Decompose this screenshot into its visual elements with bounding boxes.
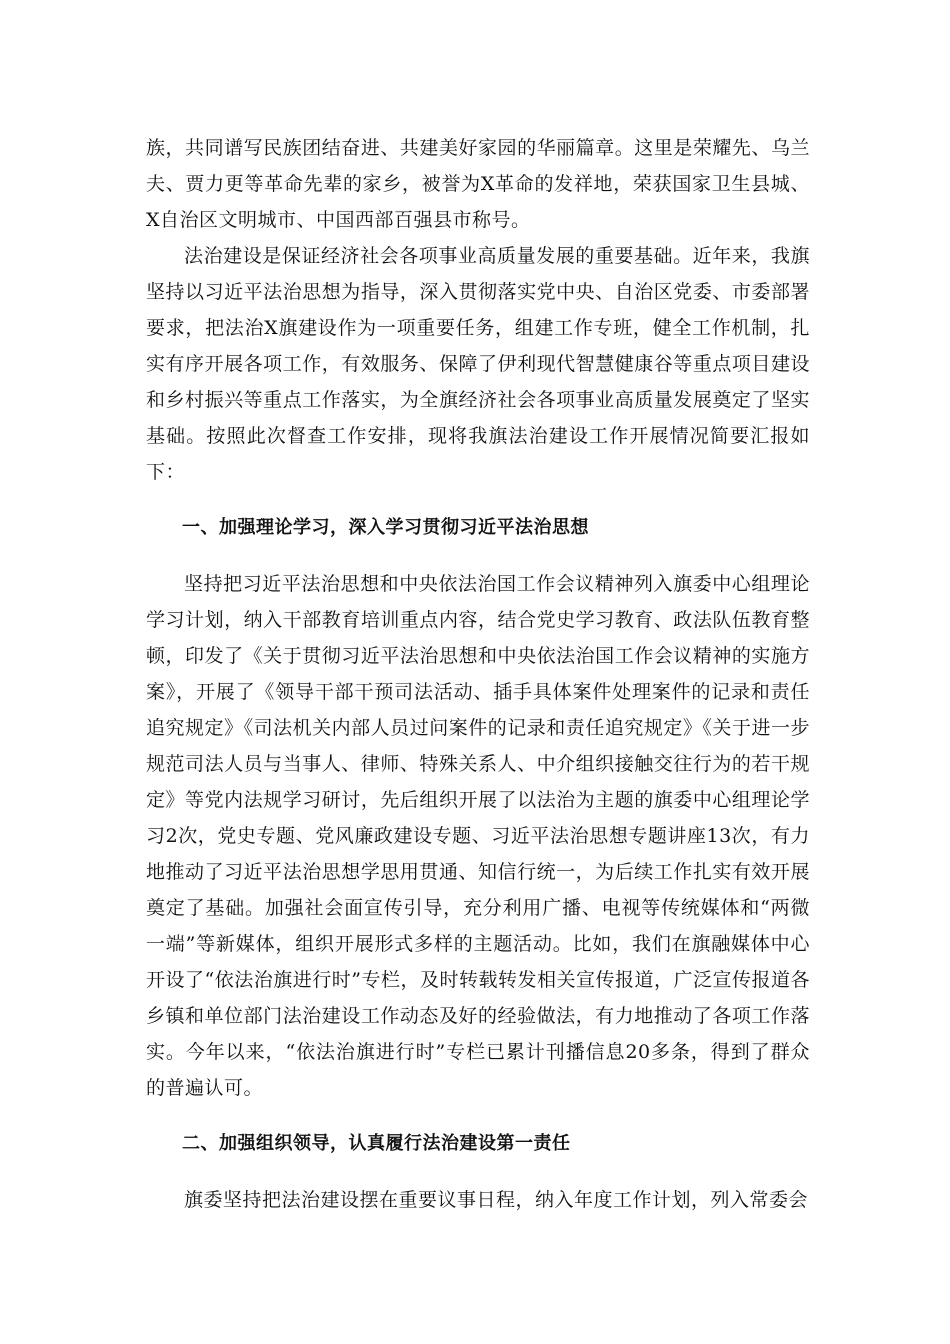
document-body [146, 130, 810, 1218]
spacer [146, 490, 810, 510]
section-heading-2: 二、加强组织领导，认真履行法治建设第一责任 [182, 1133, 571, 1154]
paragraph-section-1: 坚持把习近平法治思想和中央依法治国工作会议精神列入旗委中心组理论学习计划，纳入干部教育培训重点内容，结合党史学习教育、政法队伍教育整顿，印发了《关于贯彻习近平法治思想和中央依法治国工作会议精神的实施方案》，开展了《领导干部干预司法活动、插手具体案件处理案件的记录和责任追究规定》《司法机关内部人员过问案件的记录和责任追究规定》《关于进一步规范司法人员与当事人、律师、特殊关系人、中介组织接触交往行为的若干规定》等党内法规学习研讨，先后组织开展了以法治为主题的旗委中心组理论学习2次，党史专题、党风廉政建设专题、习近平法治思想专题讲座13次，有力地推动了习近平法治思想学思用贯通、知信行统一，为后续工作扎实有效开展奠定了基础。加强社会面宣传引导，充分利用广播、电视等传统媒体和“两微一端”等新媒体，组织开展形式多样的主题活动。比如，我们在旗融媒体中心开设了“依法治旗进行时”专栏，及时转载转发相关宣传报道，广泛宣传报道各乡镇和单位部门法治建设工作动态及好的经验做法，有力地推动了各项工作落实。今年以来，“依法治旗进行时”专栏已累计刊播信息20多条，得到了群众的普遍认可。 [146, 573, 810, 1099]
spacer [146, 1106, 810, 1126]
section-heading-1: 一、加强理论学习，深入学习贯彻习近平法治思想 [182, 517, 589, 538]
spacer [146, 546, 810, 566]
paragraph-intro: 法治建设是保证经济社会各项事业高质量发展的重要基础。近年来，我旗坚持以习近平法治思想为指导，深入贯彻落实党中央、自治区党委、市委部署要求，把法治X旗建设作为一项重要任务，组建工作专班，健全工作机制，扎实有序开展各项工作，有效服务、保障了伊利现代智慧健康谷等重点项目建设和乡村振兴等重点工作落实，为全旗经济社会各项事业高质量发展奠定了坚实基础。按照此次督查工作安排，现将我旗法治建设工作开展情况简要汇报如下： [146, 245, 810, 483]
spacer [146, 1162, 810, 1182]
paragraph-section-2: 旗委坚持把法治建设摆在重要议事日程，纳入年度工作计划，列入常委会 [184, 1189, 809, 1211]
paragraph-continuation: 族，共同谱写民族团结奋进、共建美好家园的华丽篇章。这里是荣耀先、乌兰夫、贾力更等革命先辈的家乡，被誉为X革命的发祥地，荣获国家卫生县城、X自治区文明城市、中国西部百强县市称号。 [146, 137, 810, 231]
